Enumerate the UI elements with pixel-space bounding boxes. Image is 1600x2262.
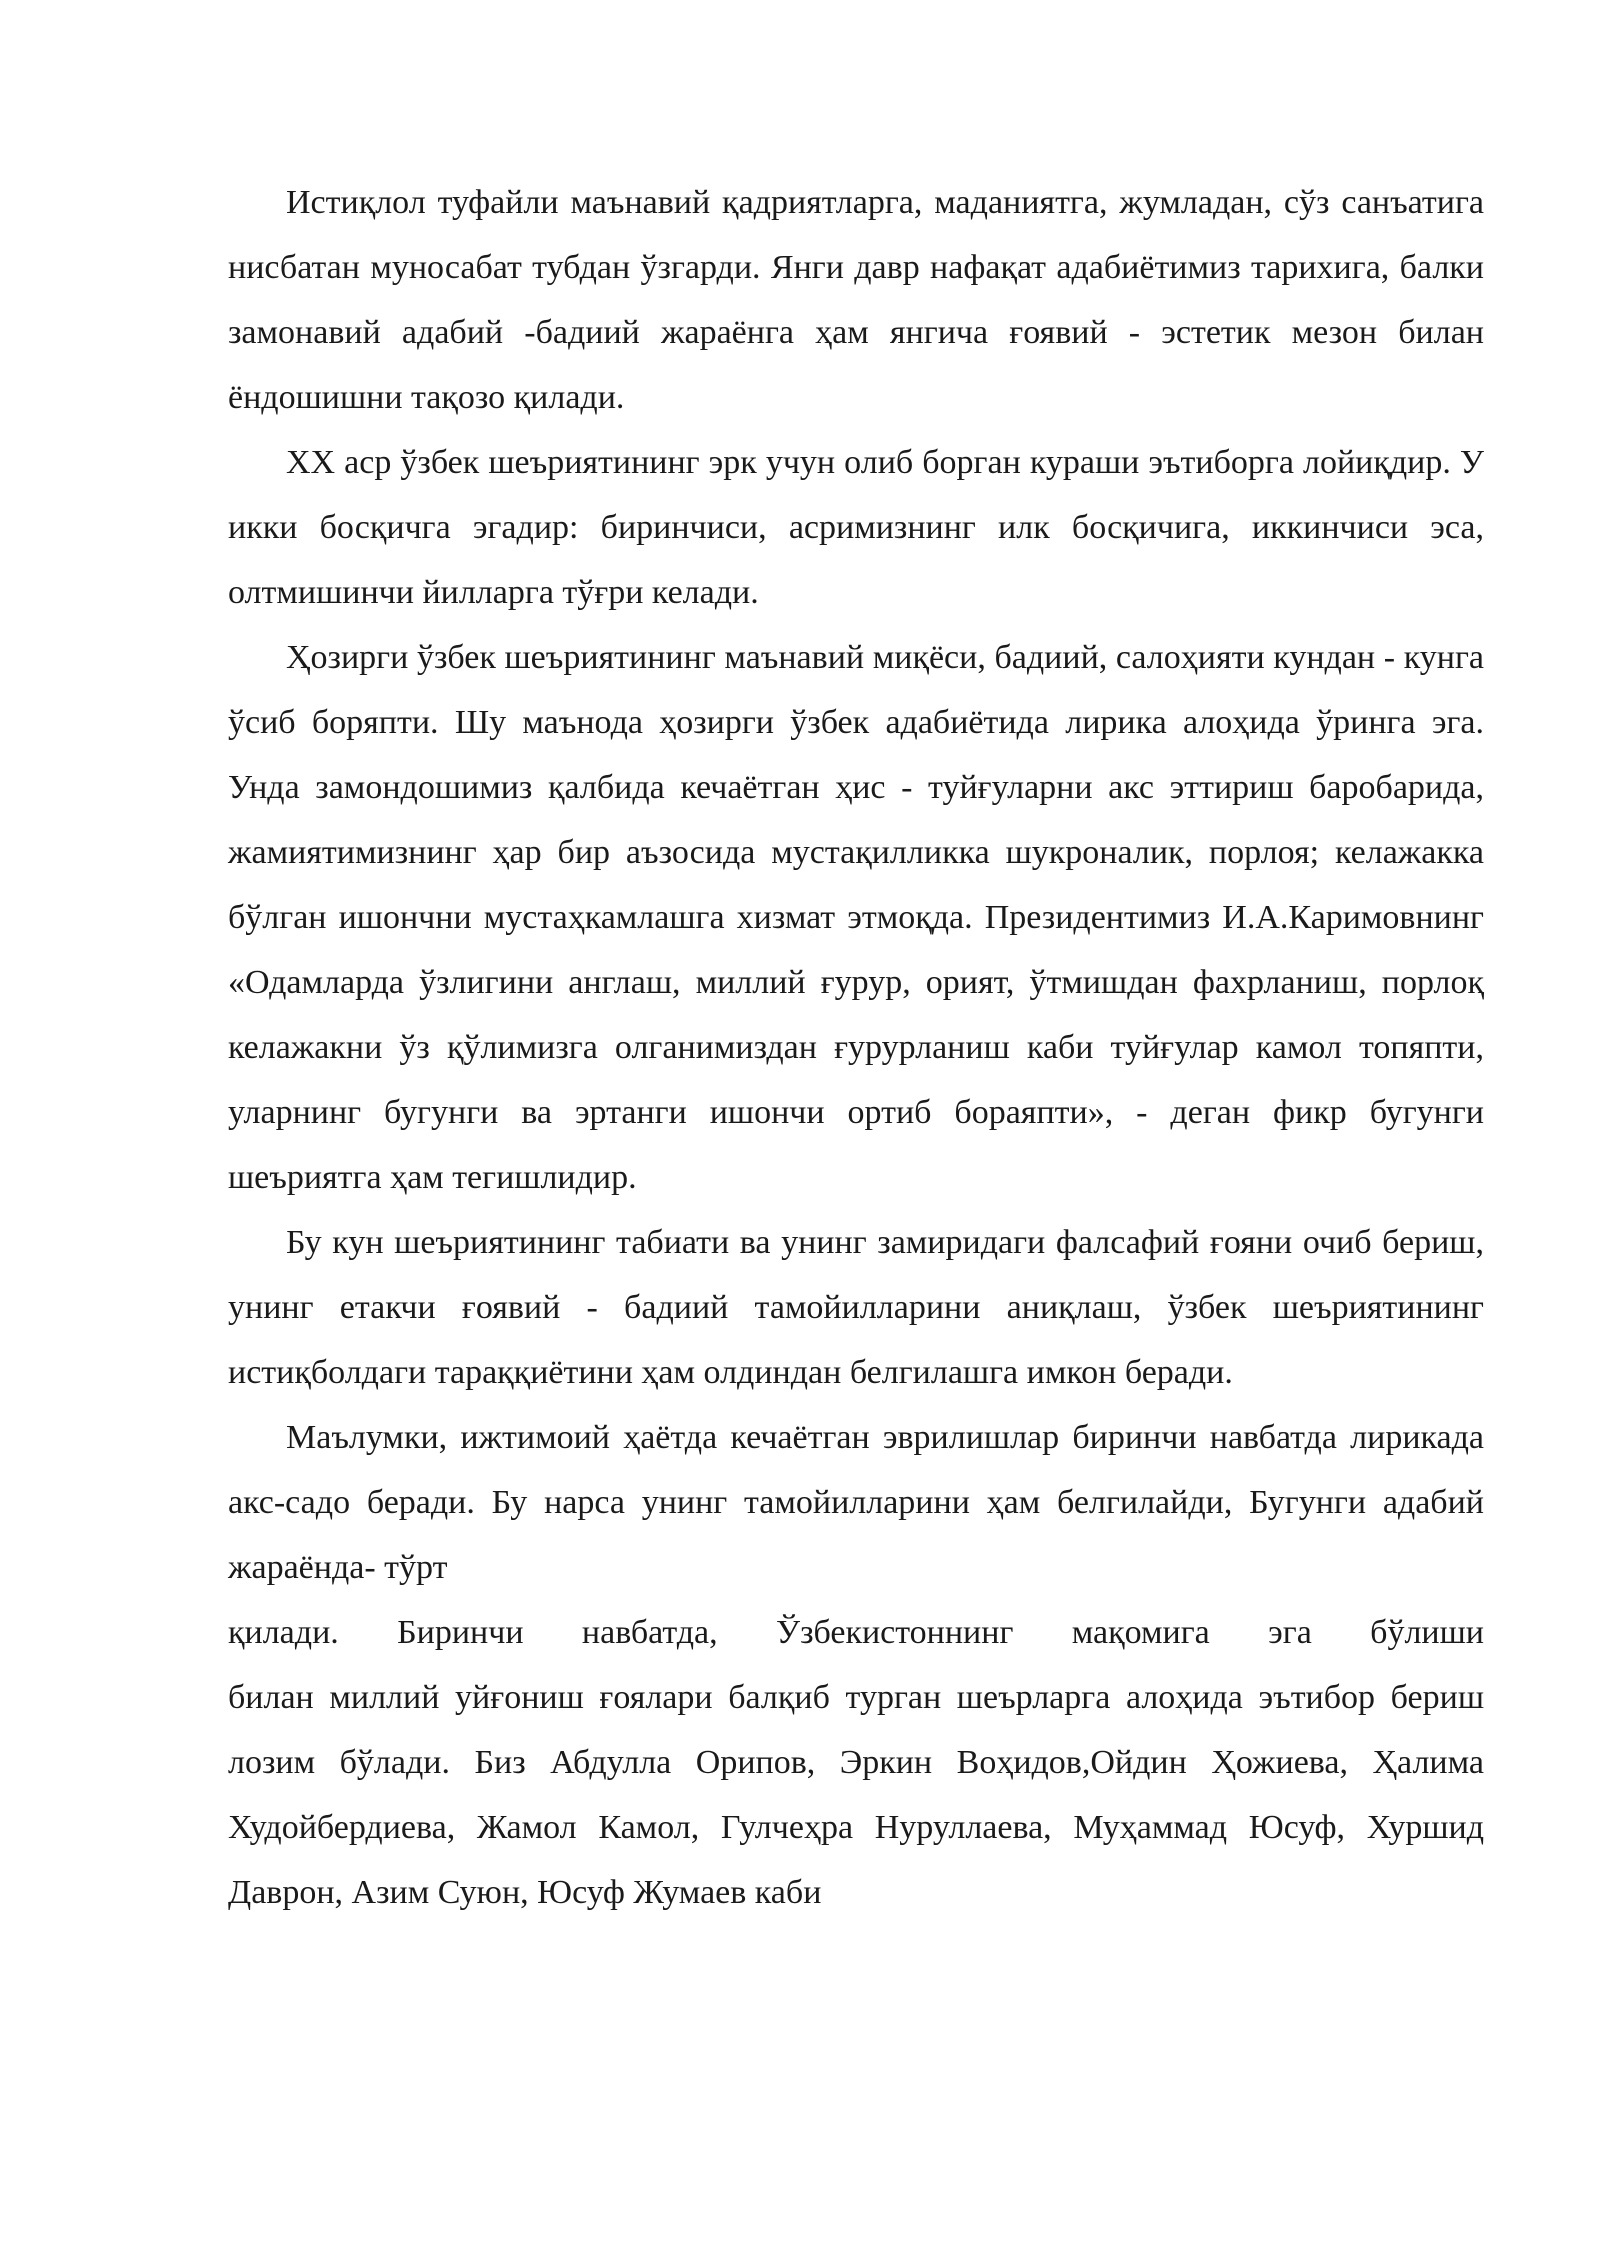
paragraph-3: Ҳозирги ўзбек шеъриятининг маънавий миқёси, бадиий, салоҳияти кундан - кунга ўсиб боряпти. Шу маънода ҳозирги ўзбек адабиётида лирика алоҳида ўринга эга. Унда замондошимиз қалбида кечаётган ҳис - туйғуларни акс эттириш баробарида, жамиятимизнинг ҳар бир аъзосида мустақилликка шукроналик, порлоя; келажакка бўлган ишончни мустаҳкамлашга хизмат этмоқда. Президентимиз И.А.Каримовнинг «Одамларда ўзлигини англаш, миллий ғурур, орият, ўтмишдан фахрланиш, порлоқ келажакни ўз қўлимизга олганимиздан ғурурланиш каби туйғулар камол топяпти, уларнинг бугунги ва эртанги ишончи ортиб бораяпти», - деган фикр бугунги шеъриятга ҳам тегишлидир.	[228, 639, 1484, 1196]
paragraph-2: XX аср ўзбек шеъриятининг эрк учун олиб борган кураши эътиборга лойиқдир. У икки босқичга эгадир: биринчиси, асримизнинг илк босқичига, иккинчиси эса, олтмишинчи йилларга тўғри келади.	[228, 444, 1484, 611]
paragraph-continuation-line: қилади. Биринчи навбатда, Ўзбекистоннинг мақомига эга бўлиши	[228, 1614, 1484, 1651]
paragraph-6: билан миллий уйғониш ғоялари балқиб турган шеърларга алоҳида эътибор бериш лозим бўлади. Биз Абдулла Орипов, Эркин Воҳидов,Ойдин Ҳожиева, Ҳалима Худойбердиева, Жамол Камол, Гулчеҳра Нуруллаева, Муҳаммад Юсуф, Хуршид Даврон, Азим Суюн, Юсуф Жумаев каби	[228, 1679, 1484, 1911]
document-page	[228, 170, 1484, 1925]
paragraph-4: Бу кун шеъриятининг табиати ва унинг замиридаги фалсафий ғояни очиб бериш, унинг етакчи ғоявий - бадиий тамойилларини аниқлаш, ўзбек шеъриятининг истиқболдаги тараққиётини ҳам олдиндан белгилашга имкон беради.	[228, 1224, 1484, 1391]
paragraph-1: Истиқлол туфайли маънавий қадриятларга, маданиятга, жумладан, сўз санъатига нисбатан муносабат тубдан ўзгарди. Янги давр нафақат адабиётимиз тарихига, балки замонавий адабий -бадиий жараёнга ҳам янгича ғоявий - эстетик мезон билан ёндошишни тақозо қилади.	[228, 184, 1484, 416]
paragraph-5: Маълумки, ижтимоий ҳаётда кечаётган эврилишлар биринчи навбатда лирикада акс-садо беради. Бу нарса унинг тамойилларини ҳам белгилайди, Бугунги адабий жараёнда- тўрт	[228, 1419, 1484, 1586]
